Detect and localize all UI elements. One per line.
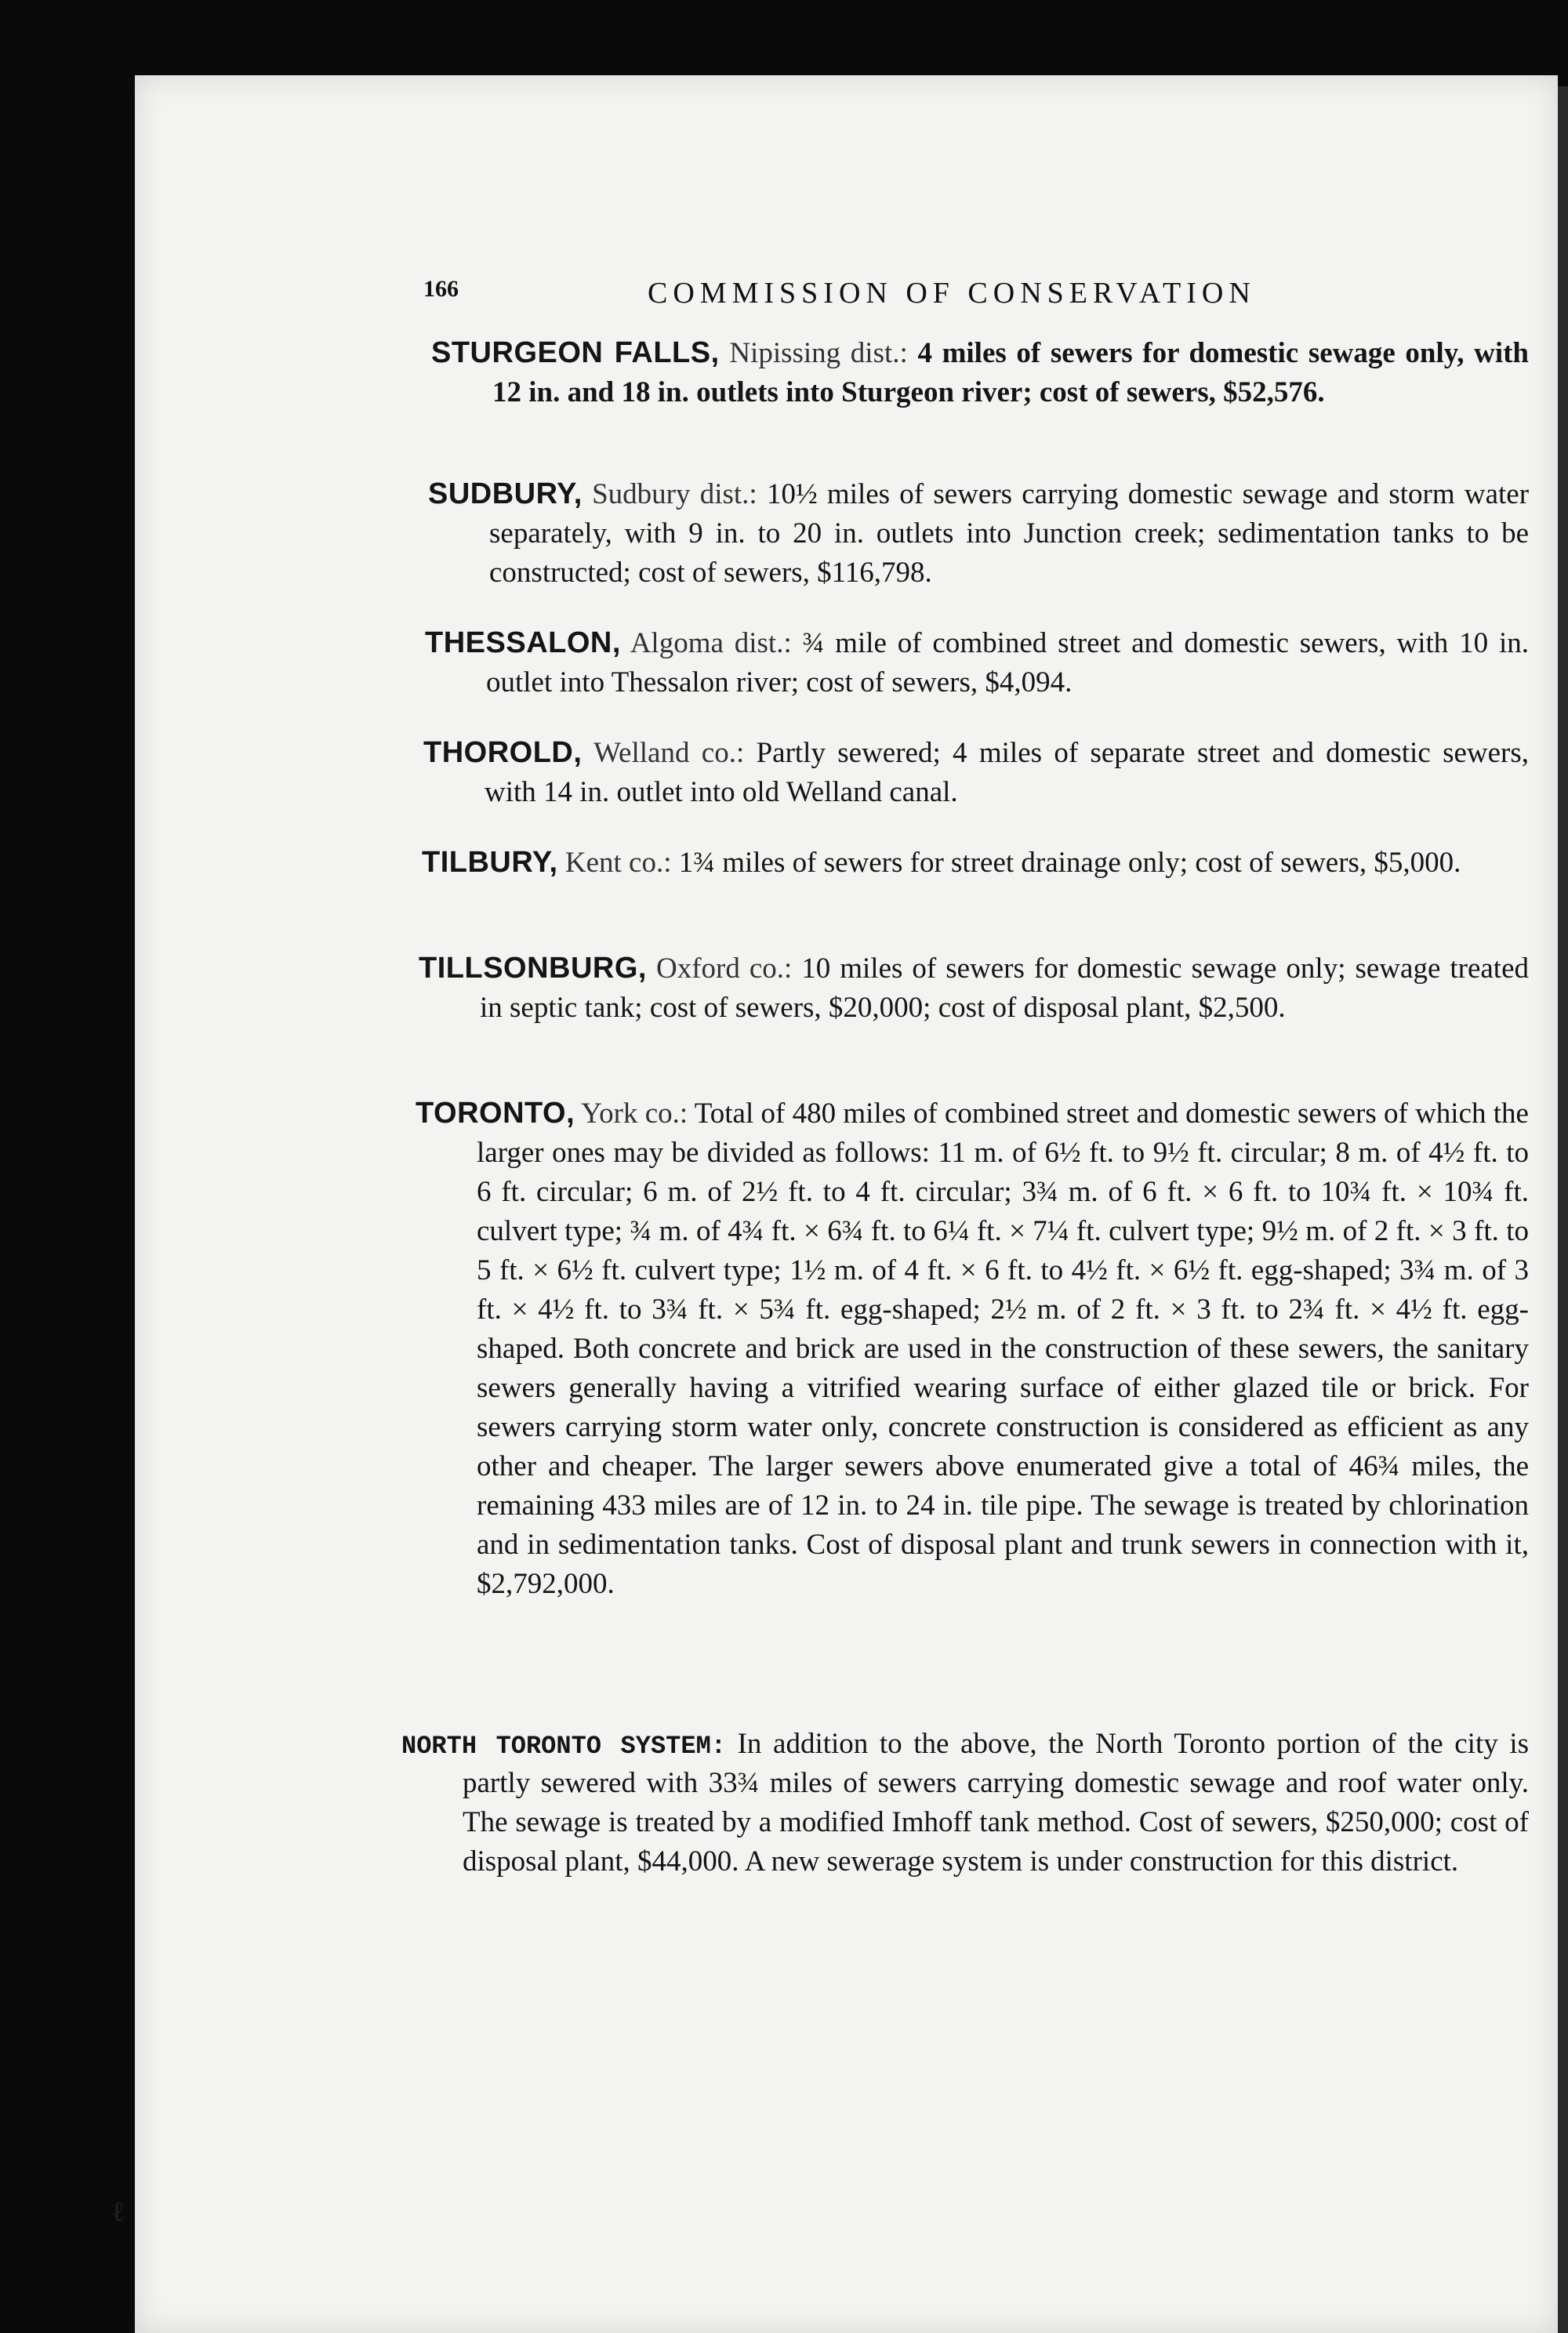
entry-place: THOROLD, (423, 736, 583, 769)
entry-location: Welland co.: (593, 737, 745, 769)
entry-text: In addition to the above, the North Toronto portion of the city is partly sewered with 33¾ miles of sewers carrying domestic sewage and roof water only. The sewage is treated by a modified Imhoff tank method. Cost of sewers, $250,000; cost of disposal plant, $44,000. A new sewerage system is under construction for this district. (463, 1728, 1530, 1878)
entry-north-toronto (401, 1725, 1529, 1881)
entry-toronto (416, 1094, 1529, 1604)
entry-tilbury (422, 843, 1529, 883)
entry-text: Partly sewered; 4 miles of separate street and domestic sewers, with 14 in. outlet into old Welland canal. (485, 737, 1530, 809)
entry-location: Oxford co.: (655, 952, 793, 985)
entry-location: Sudbury dist.: (592, 478, 757, 510)
entry-place: THESSALON, (425, 626, 621, 659)
running-head: COMMISSION OF CONSERVATION (648, 277, 1256, 310)
entry-place: TORONTO, (416, 1097, 575, 1130)
entry-location: Kent co.: (564, 847, 672, 879)
entry-place: TILBURY, (422, 846, 558, 879)
entry-thessalon (425, 623, 1529, 702)
entry-sturgeon-falls (431, 333, 1529, 412)
entry-thorold (423, 733, 1529, 812)
entry-location: York co.: (581, 1098, 688, 1130)
margin-mark: ℓ (111, 2196, 125, 2227)
entry-text: Total of 480 miles of combined street and domestic sewers of which the larger ones may be divided as follows: 11 m. of 6½ ft. to 9½ ft. circular; 8 m. of 4½ ft. to 6 ft. circular; 6 m. of 2½ ft. to 4 ft. circular; 3¾ m. of 6 ft. × 6 ft. to 10¾ ft. × 10¾ ft. culvert type; ¾ m. of 4¾ ft. × 6¾ ft. to 6¼ ft. × 7¼ ft. culvert type; 9½ m. of 2 ft. × 3 ft. to 5 ft. × 6½ ft. culvert type; 1½ m. of 4 ft. × 6 ft. to 4½ ft. × 6½ ft. egg-shaped; 3¾ m. of 3 ft. × 4½ ft. to 3¾ ft. × 5¾ ft. egg-shaped; 2½ m. of 2 ft. × 3 ft. to 2¾ ft. × 4½ ft. egg-shaped. Both concrete and brick are used in the construction of these sewers, the sanitary sewers generally having a vitrified wearing surface of either glazed tile or brick. For sewers carrying storm water only, concrete construction is considered as efficient as any other and cheaper. The larger sewers above enumerated give a total of 46¾ miles, the remaining 433 miles are of 12 in. to 24 in. tile pipe. The sewage is treated by chlorination and in sedimentation tanks. Cost of disposal plant and trunk sewers in connection with it, $2,792,000. (477, 1098, 1529, 1600)
entry-location: Nipissing dist.: (729, 337, 908, 369)
entry-location: Algoma dist.: (630, 627, 792, 659)
entry-sudbury (428, 474, 1529, 593)
system-heading: NORTH TORONTO SYSTEM: (401, 1732, 726, 1761)
entry-text: 4 miles of sewers for domestic sewage only, with 12 in. and 18 in. outlets into Sturgeon river; cost of sewers, $52,576. (492, 337, 1530, 409)
entry-text: 1¾ miles of sewers for street drainage only; cost of sewers, $5,000. (678, 847, 1461, 879)
entry-text: 10 miles of sewers for domestic sewage only; sewage treated in septic tank; cost of sewers, $20,000; cost of disposal plant, $2,500. (480, 952, 1529, 1025)
entry-text: ¾ mile of combined street and domestic sewers, with 10 in. outlet into Thessalon river; cost of sewers, $4,094. (486, 627, 1529, 699)
page-edge (1558, 86, 1568, 2333)
page-number: 166 (423, 276, 459, 302)
entry-place: TILLSONBURG, (419, 952, 647, 985)
entry-place: SUDBURY, (428, 477, 583, 510)
entry-place: STURGEON FALLS, (431, 336, 720, 369)
entry-tillsonburg (419, 949, 1529, 1028)
page-header (423, 276, 1443, 315)
entry-text: 10½ miles of sewers carrying domestic sewage and storm water separately, with 9 in. to 20 in. outlets into Junction creek; sedimentation tanks to be constructed; cost of sewers, $116,798. (489, 478, 1530, 590)
